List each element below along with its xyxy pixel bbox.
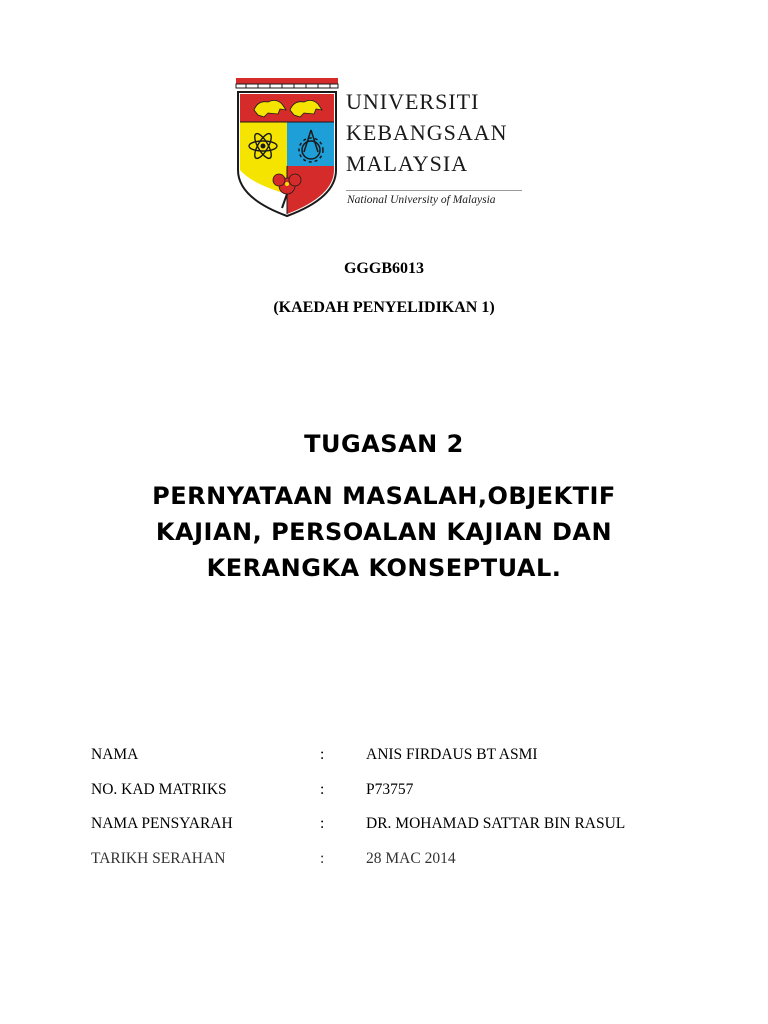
student-details xyxy=(91,746,711,884)
university-subtitle: National University of Malaysia xyxy=(347,194,496,206)
detail-label: NAMA PENSYARAH xyxy=(91,815,233,832)
university-name-line-2: KEBANGSAAN xyxy=(346,120,508,145)
detail-label: NAMA xyxy=(91,746,139,763)
assignment-title-line-2: KAJIAN, PERSOALAN KAJIAN DAN xyxy=(155,518,613,546)
detail-value: 28 MAC 2014 xyxy=(366,849,456,867)
detail-separator: : xyxy=(320,849,325,867)
assignment-title xyxy=(100,478,668,586)
detail-value: DR. MOHAMAD SATTAR BIN RASUL xyxy=(366,815,626,832)
university-crest xyxy=(232,74,342,220)
assignment-title-line-1: PERNYATAAN MASALAH,OBJEKTIF xyxy=(152,482,616,510)
detail-value: ANIS FIRDAUS BT ASMI xyxy=(366,746,538,763)
detail-separator: : xyxy=(320,780,325,798)
assignment-title-line-3: KERANGKA KONSEPTUAL. xyxy=(206,554,562,582)
detail-row-date xyxy=(91,850,711,885)
detail-row-name xyxy=(91,746,711,781)
course-name: (KAEDAH PENYELIDIKAN 1) xyxy=(273,299,495,316)
detail-label: NO. KAD MATRIKS xyxy=(91,780,227,798)
university-name-line-3: MALAYSIA xyxy=(346,151,469,176)
detail-value: P73757 xyxy=(366,780,414,798)
detail-label: TARIKH SERAHAN xyxy=(91,849,226,867)
detail-row-lecturer xyxy=(91,815,711,850)
detail-separator: : xyxy=(320,815,325,832)
university-name-line-1: UNIVERSITI xyxy=(346,89,480,114)
logo-divider xyxy=(346,190,522,191)
assignment-label: TUGASAN 2 xyxy=(304,430,464,458)
detail-separator: : xyxy=(320,746,325,763)
detail-row-matric xyxy=(91,781,711,816)
university-name xyxy=(346,86,508,179)
course-code: GGGB6013 xyxy=(343,260,424,277)
